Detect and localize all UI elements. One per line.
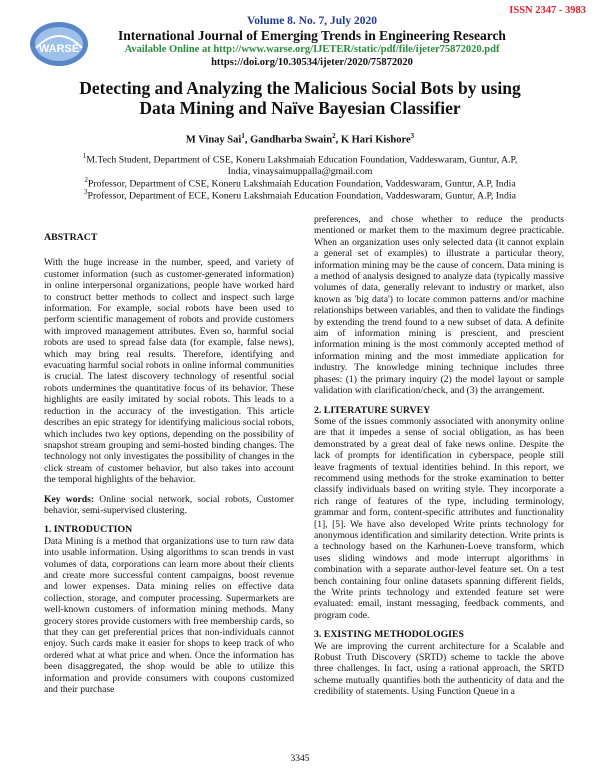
author-sep-1: , [244, 134, 251, 146]
existing-heading: 3. EXISTING METHODOLOGIES [314, 629, 464, 641]
volume-line: Volume 8. No. 7, July 2020 [247, 15, 377, 27]
abstract-text: With the huge increase in the number, speed, and variety of customer information (such as customer-generated information) in online interpersonal organizations, people have worked hard to construct better methods to collect and inspect such large information. For example, social robots have been used to perform scientific management of robots and provide customers with improved management attributes. Even so, harmful social robots are used to spread false data (for example, false news), which may bring real results. Therefore, identifying and evacuating harmful social robots in online informal communities is crucial. The latest discovery technology of resentful social robots undermines the quantitative focus of its behavior. These highlights are easily imitated by social robots. This leads to a reduction in the accuracy of the investigation. This article describes an epic strategy for identifying malicious social robots, which includes two key options, depending on the possibility of snapshot stream grouping and semi-hosted binding changes. The technology not only investigates the possibility of changes in the click stream of customer behavior, but also takes into account the temporal highlights of the behavior. [44, 257, 294, 486]
left-column [44, 226, 294, 703]
affil-3-sup: 3 [84, 188, 88, 196]
literature-heading: 2. LITERATURE SURVEY [314, 404, 431, 416]
issn-label: ISSN 2347 - 3983 [509, 5, 586, 16]
online-url[interactable]: Available Online at http://www.warse.org/IJETER/static/pdf/file/ijeter75872020.pdf [124, 44, 500, 55]
paper-title [40, 78, 560, 118]
author-2: Gandharba Swain [250, 134, 333, 146]
doi-link[interactable]: https://doi.org/10.30534/ijeter/2020/75872020 [211, 57, 413, 68]
affiliation-3 [60, 186, 540, 202]
journal-header [92, 14, 532, 69]
intro-text: Data Mining is a method that organizations use to turn raw data into usable information. Using algorithms to scan trends in vast volumes of data, corporations can learn more about their clients and create more successful content campaigns, boost revenue and lower expenses. Data mining relies on effective data collection, storage, and computer processing. Supermarkets are well-known customers of information mining methods. Many grocery stores provide customers with free membership cards, so that they can get preferential prices that non-individuals cannot enjoy. Such cards make it easier for shops to keep track of who ordered what at what price and when. Once the information has been disaggregated, the shop would be able to utilize this information and provide consumers with coupons customized and their purchase [44, 535, 294, 696]
page-number: 3345 [290, 754, 310, 764]
affil-3-text: Professor, Department of ECE, Koneru Lakshmaiah Education Foundation, Vaddeswaram, Guntur, A.P, India [87, 190, 516, 202]
affil-1-sup: 1 [82, 152, 87, 160]
author-1: M Vinay Sai [185, 134, 242, 146]
existing-text: We are improving the current architecture for a Scalable and Robust Truth Discovery (SRTD) scheme to tackle the above three challenges. In fact, using a rational approach, the SRTD scheme mutually quantifies both the authenticity of data and the credibility of statements. Using Function Queue in a [314, 640, 564, 698]
title-line-1: Detecting and Analyzing the Malicious Social Bots by using [79, 78, 521, 98]
right-column [314, 214, 564, 706]
logo-text: WARSE [38, 43, 80, 55]
abstract-heading: ABSTRACT [44, 232, 98, 243]
affil-2-text: Professor, Department of CSE, Koneru Lakshmaiah Education Foundation, Vaddeswaram, Guntur, A.P, India [87, 178, 516, 190]
keywords-label: Key words: [44, 493, 95, 505]
journal-name: International Journal of Emerging Trends in Engineering Research [118, 28, 506, 43]
affil-2-sup: 2 [84, 176, 88, 184]
author-3-sup: 3 [410, 132, 415, 140]
literature-text: Some of the issues commonly associated with anonymity online are that it impedes a sense of social obligation, as has been demonstrated by a great deal of fake news online. Despite the lack of prompts for identification in cyberspace, people still leave fragments of textual identities behind. In this report, we recommend using methods for the stroke examination to better classify individuals based on writing style. They incorporate a rich range of features of the type, including terminology, grammar and form, content-specific attributes and functionality [1], [5]. We have also developed Write prints technology for anonymous identification and similarity detection. Write prints is a technology based on the Karhunen-Loeve transform, which uses sliding windows and mode interrupt algorithms in combination with a separate author-level feature set. On a test bench containing four online datasets spanning different fields, the Write prints technology and extended feature set were evaluated: email, instant messaging, feedback comments, and program code. [314, 415, 564, 621]
author-2-sup: 2 [332, 132, 336, 140]
author-1-sup: 1 [241, 132, 245, 140]
author-line [40, 132, 560, 146]
affil-1-line-2: India, vinaysaimuppalla@gmail.com [227, 166, 373, 178]
affil-1-line-1: M.Tech Student, Department of CSE, Koneru Lakshmaiah Education Foundation, Vaddeswaram, Guntur, A.P, [86, 154, 518, 166]
warse-logo [28, 18, 90, 70]
author-3: K Hari Kishore [340, 134, 411, 146]
keywords [44, 494, 294, 517]
title-line-2: Data Mining and Naïve Bayesian Classifier [139, 98, 461, 118]
keywords-text: Online social network, social robots, Customer behavior, semi-supervised clustering. [44, 493, 294, 516]
intro-heading: 1. INTRODUCTION [44, 524, 133, 536]
author-sep-2: , [335, 134, 341, 146]
intro-continued-text: preferences, and chose whether to reduce the products mentioned or market them to the maximum degree practicable. When an organization uses only selected data (it cannot explain a general set of examples) to illustrate a particular theory, information mining may be the cause of concern. Data mining is a method of analysis designed to analyze data (typically massive volumes of data, generally relevant to industry or market, also known as 'big data') to locate common patterns and/or machine relationships between variables, and then to validate the findings by extending the trend found to a new subset of data. A definite aim of information mining is prescient, and prescient information mining is the most commonly accepted method of information mining and the most immediate application for industry. The knowledge mining technique includes three phases: (1) the primary inquiry (2) the model layout or sample validation with clarification/check, and (3) the arrangement. [314, 214, 564, 397]
